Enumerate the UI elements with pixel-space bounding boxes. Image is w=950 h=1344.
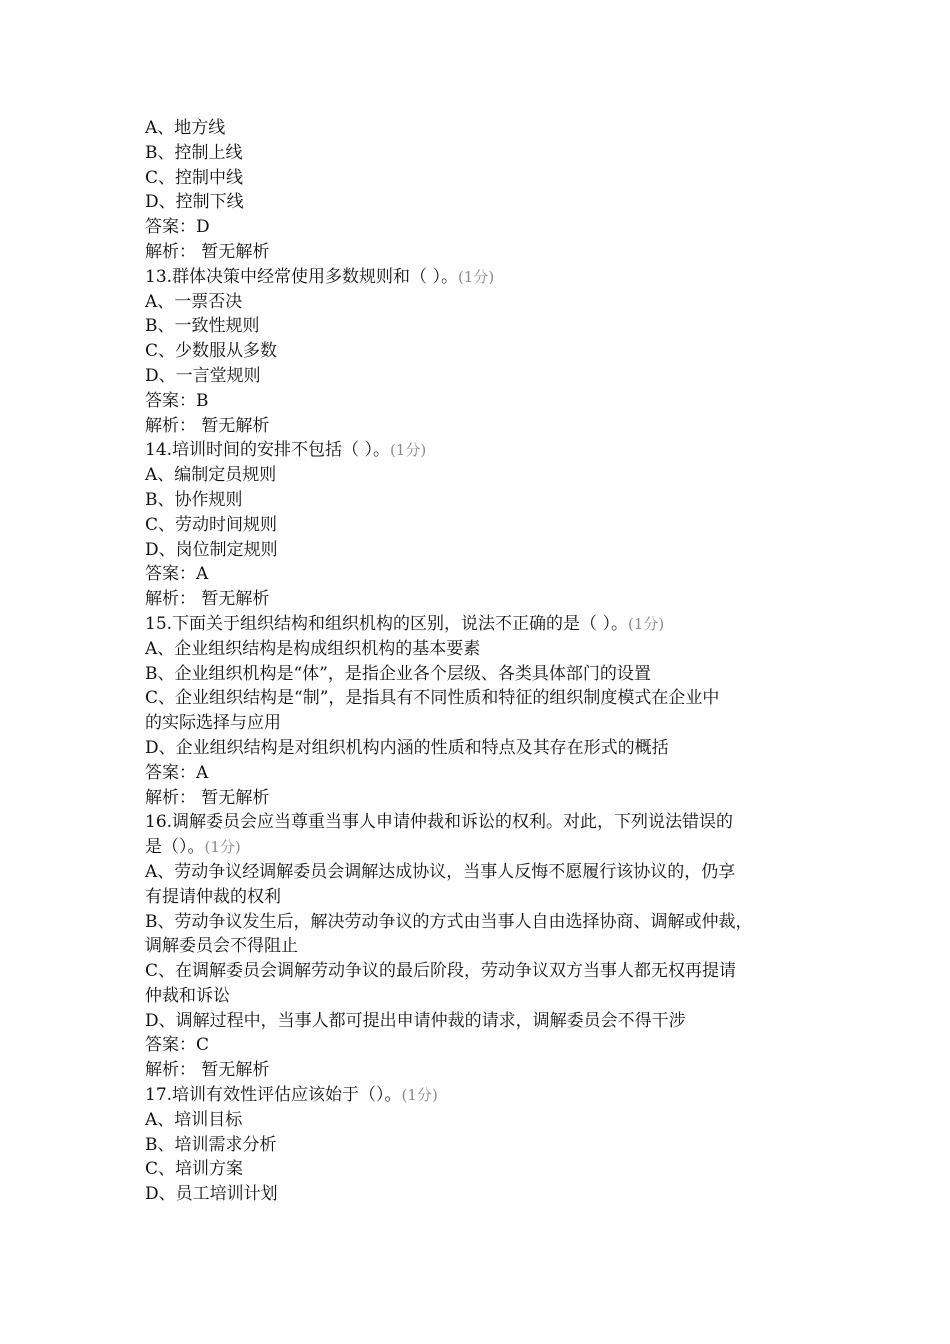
q13-stem <box>145 265 820 290</box>
q13-option-c: C、少数服从多数 <box>145 341 278 362</box>
q12-option-a: A、地方线 <box>145 118 226 138</box>
q15-answer: 答案：A <box>145 762 209 783</box>
q14-option-a: A、编制定员规则 <box>145 465 277 486</box>
q13-analysis: 解析： 暂无解析 <box>145 415 270 436</box>
q16-option-c: C、在调解委员会调解劳动争议的最后阶段，劳动争议双方当事人都无权再提请 <box>145 961 737 982</box>
q15-option-a: A、企业组织结构是构成组织机构的基本要素 <box>145 638 481 659</box>
q16-option-d: D、调解过程中，当事人都可提出申请仲裁的请求，调解委员会不得干涉 <box>145 1010 686 1031</box>
q16-stem: 16.调解委员会应当尊重当事人申请仲裁和诉讼的权利。对此，下列说法错误的 <box>145 812 734 833</box>
q14-answer: 答案：A <box>145 564 209 585</box>
q14-option-c: C、劳动时间规则 <box>145 514 278 535</box>
q12-answer: 答案：D <box>145 217 210 238</box>
q15-option-d: D、企业组织结构是对组织机构内涵的性质和特点及其存在形式的概括 <box>145 737 669 758</box>
q17-option-c: C、培训方案 <box>145 1159 244 1180</box>
q13-score: (1分) <box>457 267 495 286</box>
q16-option-b-cont: 调解委员会不得阻止 <box>145 936 298 957</box>
q15-option-c-cont: 的实际选择与应用 <box>145 713 281 734</box>
q17-option-b: B、培训需求分析 <box>145 1134 277 1155</box>
q15-stem-text: 15.下面关于组织结构和组织机构的区别，说法不正确的是（ ）。 <box>145 613 628 634</box>
q16-answer: 答案：C <box>145 1035 210 1056</box>
q13-answer: 答案：B <box>145 390 209 411</box>
q17-option-d: D、员工培训计划 <box>145 1184 278 1205</box>
q14-stem-text: 14.培训时间的安排不包括（ ）。 <box>145 440 390 461</box>
q17-score: (1分) <box>401 1086 438 1105</box>
q14-analysis: 解析： 暂无解析 <box>145 589 270 610</box>
q14-score: (1分) <box>389 441 427 460</box>
q15-option-c: C、企业组织结构是“制”，是指具有不同性质和特征的组织制度模式在企业中 <box>145 688 720 709</box>
q12-option-d: D、控制下线 <box>145 192 244 213</box>
q12-option-c: C、控制中线 <box>145 167 244 188</box>
q12-analysis: 解析： 暂无解析 <box>145 241 270 262</box>
q16-score: (1分) <box>204 838 241 857</box>
q15-score: (1分) <box>627 614 665 633</box>
q16-option-c-cont: 仲裁和诉讼 <box>145 985 230 1006</box>
q16-stem-text: 是（）。 <box>145 837 205 858</box>
q17-stem-text: 17.培训有效性评估应该始于（）。 <box>145 1085 402 1106</box>
q14-option-b: B、协作规则 <box>145 489 243 510</box>
q15-option-b: B、企业组织机构是“体”，是指企业各个层级、各类具体部门的设置 <box>145 663 651 684</box>
q17-stem <box>145 1083 820 1108</box>
q15-analysis: 解析： 暂无解析 <box>145 787 270 808</box>
q16-analysis: 解析： 暂无解析 <box>145 1060 270 1081</box>
q16-stem-cont <box>145 835 820 860</box>
q13-stem-text: 13.群体决策中经常使用多数规则和（ ）。 <box>145 266 458 287</box>
q12-option-b: B、控制上线 <box>145 142 243 163</box>
q17-option-a: A、培训目标 <box>145 1109 243 1130</box>
q13-option-b: B、一致性规则 <box>145 316 260 337</box>
q13-option-a: A、一票否决 <box>145 291 243 312</box>
q14-option-d: D、岗位制定规则 <box>145 539 278 560</box>
q15-stem <box>145 612 820 637</box>
q16-option-b: B、劳动争议发生后，解决劳动争议的方式由当事人自由选择协商、调解或仲裁， <box>145 911 753 932</box>
q14-stem <box>145 438 820 463</box>
q16-option-a-cont: 有提请仲裁的权利 <box>145 886 281 907</box>
q13-option-d: D、一言堂规则 <box>145 365 261 386</box>
q16-option-a: A、劳动争议经调解委员会调解达成协议，当事人反悔不愿履行该协议的，仍享 <box>145 861 736 882</box>
exam-document <box>145 116 820 1207</box>
